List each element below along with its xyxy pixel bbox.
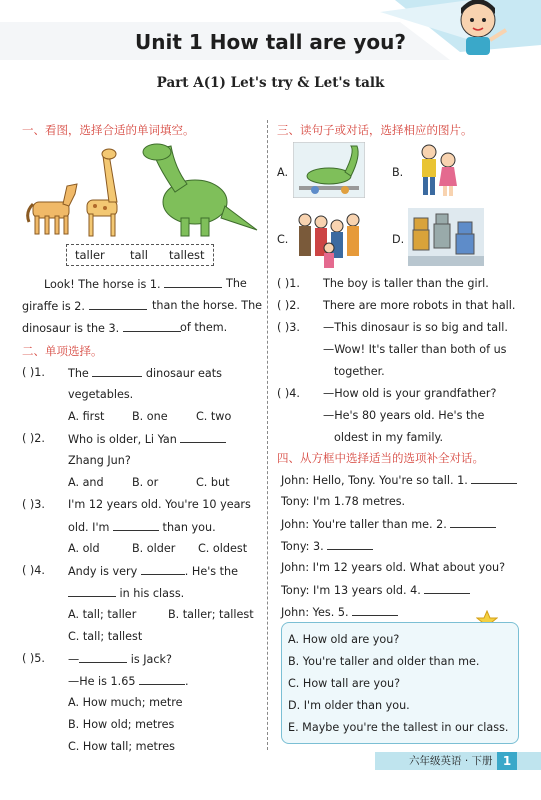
dinosaur-icon [143, 144, 257, 236]
word-option: tallest [169, 248, 205, 262]
option: B. one [132, 410, 168, 423]
question-text: The dinosaur eats [68, 367, 222, 380]
question-number: ( )4. [22, 564, 45, 577]
fill-sentence-line: dinosaur is the 3. [22, 320, 181, 336]
dialog-line: John: Hello, Tony. You're so tall. 1. [281, 472, 517, 488]
question-number: ( )5. [22, 652, 45, 665]
option: A. tall; taller [68, 608, 137, 621]
footer-label: 六年级英语 · 下册 [409, 755, 493, 767]
option: C. oldest [198, 542, 248, 555]
dialog-line: John: I'm 12 years old. What about you? [281, 561, 506, 574]
option: C. but [196, 476, 230, 489]
picture-label: C. [277, 233, 289, 246]
option: B. taller; tallest [168, 608, 254, 621]
section4-heading: 四、从方框中选择适当的选项补全对话。 [277, 451, 484, 465]
option: C. tall; tallest [68, 630, 143, 643]
dialog-line: John: Yes. 5. [281, 604, 398, 620]
question-text: in his class. [68, 585, 184, 601]
section3-heading: 三、读句子或对话，选择相应的图片。 [277, 123, 473, 137]
question-text: I'm 12 years old. You're 10 years [68, 498, 251, 511]
fill-sentence-text: of them. [180, 321, 228, 334]
option: A. first [68, 410, 105, 423]
dinosaur-hall-picture [293, 142, 365, 198]
question-text: Andy is very . He's the [68, 565, 239, 578]
dialog-line: Tony: I'm 13 years old. 4. [281, 582, 470, 598]
option: B. You're taller and older than me. [288, 655, 480, 668]
picture-label: B. [392, 166, 404, 179]
question-text: —How old is your grandfather? [323, 387, 497, 400]
section2-heading: 二、单项选择。 [22, 344, 103, 358]
question-text: —He's 80 years old. He's the [323, 409, 485, 422]
section1-heading: 一、看图，选择合适的单词填空。 [22, 123, 195, 137]
fill-sentence-text: than the horse. The [152, 299, 263, 312]
column-divider [267, 120, 268, 750]
unit-title: Unit 1 How tall are you? [135, 30, 406, 54]
question-text: Zhang Jun? [68, 454, 131, 467]
picture-label: D. [392, 233, 405, 246]
horse-icon [28, 184, 77, 234]
word-bank [66, 244, 214, 266]
fill-sentence-line: Look! The horse is 1. [44, 276, 222, 292]
dialog-line: Tony: 3. [281, 538, 373, 554]
option: B. older [132, 542, 176, 555]
page-number: 1 [497, 752, 517, 770]
question-number: ( )1. [277, 277, 300, 290]
dialog-line: John: You're taller than me. 2. [281, 516, 496, 532]
option: A. old [68, 542, 100, 555]
fill-sentence-text: The [226, 277, 247, 290]
word-option: tall [130, 248, 148, 262]
question-number: ( )3. [277, 321, 300, 334]
question-text: old. I'm than you. [68, 521, 216, 534]
option: C. How tall; metres [68, 740, 175, 753]
question-number: ( )2. [22, 432, 45, 445]
option: E. Maybe you're the tallest in our class. [288, 721, 509, 734]
question-text: Who is older, Li Yan [68, 431, 226, 447]
boy-girl-picture [414, 142, 464, 200]
question-text: oldest in my family. [334, 431, 444, 444]
question-text: —He is 1.65 . [68, 675, 189, 688]
question-number: ( )4. [277, 387, 300, 400]
dialog-line: Tony: I'm 1.78 metres. [281, 495, 406, 508]
question-number: ( )2. [277, 299, 300, 312]
word-option: taller [75, 248, 105, 262]
option: B. How old; metres [68, 718, 175, 731]
question-text: — is Jack? [68, 653, 172, 666]
family-picture [293, 208, 365, 270]
question-text: —Wow! It's taller than both of us [323, 343, 507, 356]
option: A. How old are you? [288, 633, 400, 646]
question-text: together. [334, 365, 385, 378]
question-number: ( )1. [22, 366, 45, 379]
option: C. How tall are you? [288, 677, 401, 690]
animals-illustration [25, 142, 260, 238]
option: A. How much; metre [68, 696, 183, 709]
part-title: Part A(1) Let's try & Let's talk [156, 75, 385, 91]
question-text: The boy is taller than the girl. [323, 277, 489, 290]
robots-picture [408, 208, 484, 266]
option: B. or [132, 476, 159, 489]
picture-label: A. [277, 166, 289, 179]
option: C. two [196, 410, 232, 423]
option: D. I'm older than you. [288, 699, 410, 712]
fill-sentence-line: giraffe is 2. [22, 298, 147, 314]
question-text: vegetables. [68, 388, 134, 401]
question-text: —This dinosaur is so big and tall. [323, 321, 508, 334]
question-text: There are more robots in that hall. [323, 299, 516, 312]
option: A. and [68, 476, 104, 489]
question-number: ( )3. [22, 498, 45, 511]
giraffe-icon [87, 149, 117, 236]
